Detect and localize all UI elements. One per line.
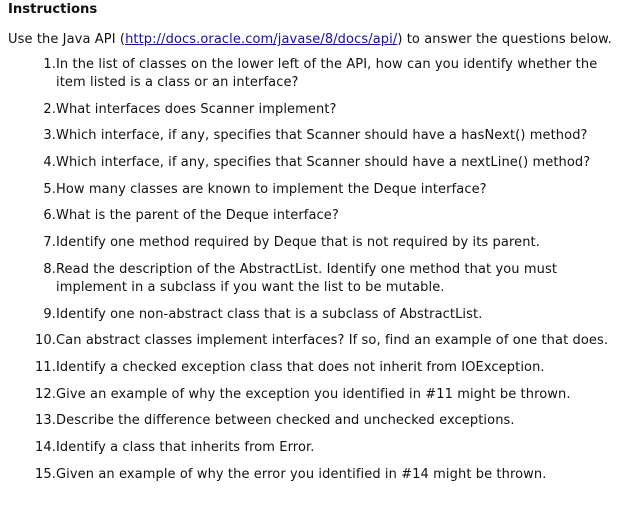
question-number: 6. [43,208,56,224]
question-text: Identify a checked exception class that does not inherit from IOException. [56,359,545,375]
question-text: In the list of classes on the lower left of the API, how can you identify whether the item listed is a class or an interface? [56,57,598,90]
question-text: Given an example of why the error you identified in #14 might be thrown. [56,466,547,482]
question-text: What is the parent of the Deque interface? [56,208,339,224]
list-item [8,332,617,350]
question-text: Which interface, if any, specifies that Scanner should have a hasNext() method? [56,128,588,144]
question-number: 14. [35,439,56,455]
list-item [8,359,617,377]
list-item [8,181,617,199]
list-item [8,234,617,252]
list-item [8,439,617,457]
question-number: 10. [35,333,56,349]
list-item [8,261,617,297]
question-number: 1. [43,57,56,72]
question-text: How many classes are known to implement the Deque interface? [56,181,487,197]
question-text: Can abstract classes implement interfaces? If so, find an example of one that does. [56,333,609,349]
java-api-link[interactable]: http://docs.oracle.com/javase/8/docs/api/ [125,32,398,47]
question-number: 12. [35,386,56,402]
question-text: Give an example of why the exception you identified in #11 might be thrown. [56,386,571,402]
list-item [8,127,617,145]
list-item [8,306,617,324]
question-number: 9. [43,306,56,322]
question-number: 3. [43,128,56,144]
intro-text-before: Use the Java API ( [8,32,126,47]
question-number: 13. [35,413,56,429]
intro-paragraph [8,31,617,49]
list-item [8,412,617,430]
list-item [8,207,617,225]
question-list [8,56,617,484]
question-number: 7. [43,235,56,251]
question-number: 8. [43,261,56,277]
question-number: 4. [43,155,56,171]
question-number: 11. [35,359,56,375]
question-number: 2. [43,101,56,117]
question-text: Which interface, if any, specifies that Scanner should have a nextLine() method? [56,155,591,171]
list-item [8,56,617,92]
question-number: 5. [43,181,56,197]
list-item [8,101,617,119]
intro-text-after: ) to answer the questions below. [397,32,612,47]
question-text: What interfaces does Scanner implement? [56,101,337,117]
question-text: Identify one non-abstract class that is a subclass of AbstractList. [56,306,483,322]
question-number: 15. [35,466,56,482]
list-item [8,466,617,484]
question-text: Read the description of the AbstractList. Identify one method that you must implement in a subclass if you want the list to be mutable. [56,261,558,295]
question-text: Identify one method required by Deque that is not required by its parent. [56,235,540,251]
list-item [8,154,617,172]
question-text: Describe the difference between checked and unchecked exceptions. [56,413,515,429]
page-title: Instructions [8,2,98,17]
list-item [8,386,617,404]
question-text: Identify a class that inherits from Error. [56,439,315,455]
